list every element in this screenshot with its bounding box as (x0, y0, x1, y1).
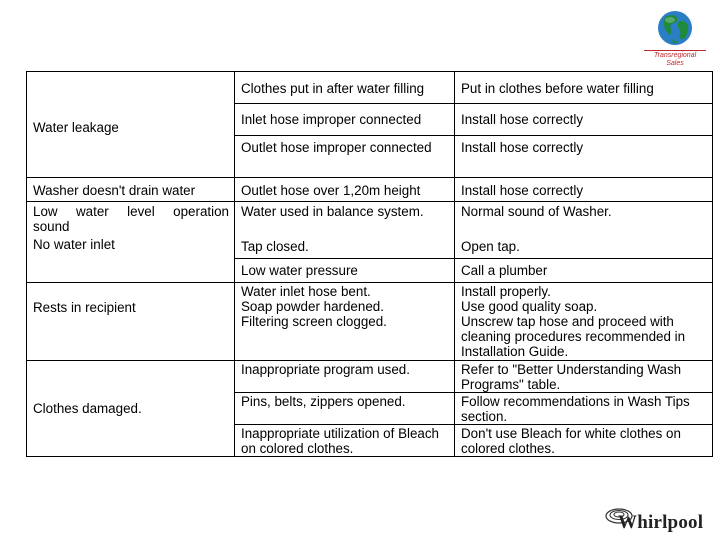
problem-cell: Clothes damaged. (27, 360, 235, 456)
problem-line: sound (33, 219, 70, 234)
cause-cell: Clothes put in after water filling (235, 72, 455, 104)
solution-cell: Call a plumber (455, 258, 713, 282)
table-row (27, 360, 713, 392)
cause-cell: Inappropriate utilization of Bleach on colored clothes. (235, 424, 455, 456)
solution-line: Install properly. (461, 283, 551, 299)
table-row (27, 282, 713, 360)
cause-cell: Low water pressure (235, 258, 455, 282)
problem-line: Low water level operation (33, 204, 229, 219)
solution-cell (455, 282, 713, 360)
table-row (27, 178, 713, 202)
solution-cell: Follow recommendations in Wash Tips section. (455, 392, 713, 424)
logo-text-line2: Sales (666, 60, 684, 67)
problem-cell: Washer doesn't drain water (27, 178, 235, 202)
solution-cell: Don't use Bleach for white clothes on colored clothes. (455, 424, 713, 456)
transregional-logo (640, 8, 710, 70)
problem-cell (27, 202, 235, 235)
cause-cell: Tap closed. (235, 234, 455, 258)
solution-cell: Install hose correctly (455, 178, 713, 202)
whirlpool-wordmark: Whirlpool (618, 512, 704, 533)
cause-line: Water inlet hose bent. (241, 283, 371, 299)
solution-cell: Open tap. (455, 234, 713, 258)
solution-line: Use good quality soap. (461, 298, 598, 314)
cause-line: Soap powder hardened. (241, 298, 384, 314)
solution-line: Unscrew tap hose and proceed with cleaning procedures recommended in Installation Guide. (461, 313, 686, 359)
cause-line: Filtering screen clogged. (241, 313, 387, 329)
solution-cell: Normal sound of Washer. (455, 202, 713, 235)
cause-cell: Outlet hose improper connected (235, 136, 455, 178)
solution-cell: Refer to "Better Understanding Wash Programs" table. (455, 360, 713, 392)
table-row (27, 234, 713, 258)
logo-text-line1: Transregional (653, 52, 697, 59)
troubleshooting-table (26, 71, 713, 457)
cause-cell: Inappropriate program used. (235, 360, 455, 392)
cause-cell: Pins, belts, zippers opened. (235, 392, 455, 424)
solution-cell: Install hose correctly (455, 136, 713, 178)
logo-divider (644, 50, 706, 51)
cause-cell: Water used in balance system. (235, 202, 455, 235)
whirlpool-logo (604, 506, 716, 538)
cause-cell: Outlet hose over 1,20m height (235, 178, 455, 202)
problem-cell: Water leakage (27, 104, 235, 178)
problem-cell-empty (27, 72, 235, 104)
cause-cell: Inlet hose improper connected (235, 104, 455, 136)
table-row (27, 104, 713, 136)
globe-icon (657, 8, 693, 48)
solution-cell: Install hose correctly (455, 104, 713, 136)
cause-cell (235, 282, 455, 360)
problem-cell: Rests in recipient (27, 282, 235, 360)
problem-cell: No water inlet (27, 234, 235, 282)
solution-cell: Put in clothes before water filling (455, 72, 713, 104)
table-row (27, 202, 713, 235)
table-row (27, 72, 713, 104)
